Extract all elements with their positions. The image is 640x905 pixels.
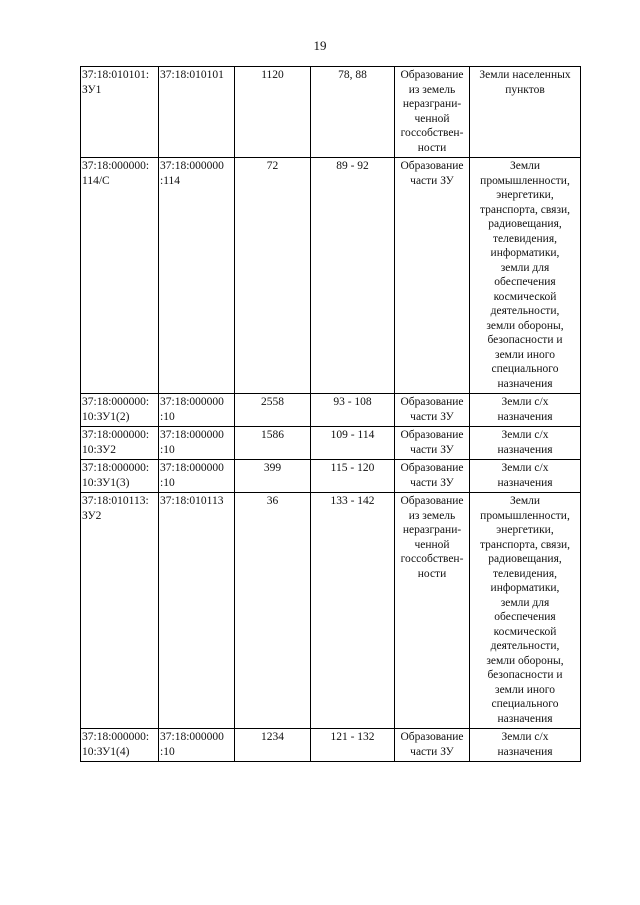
table-row [81, 394, 581, 427]
table-row [81, 729, 581, 762]
cell-formation-method: Образование из земель неразграни- ченной госсобствен- ности [395, 67, 470, 158]
cell-area: 2558 [235, 394, 311, 427]
cell-plot-id: 37:18:000000: 10:ЗУ1(3) [81, 460, 159, 493]
cell-parent-cadastral-number: 37:18:010101 [159, 67, 235, 158]
cell-parent-cadastral-number: 37:18:000000 :10 [159, 460, 235, 493]
cell-formation-method: Образование части ЗУ [395, 394, 470, 427]
cell-formation-method: Образование из земель неразграни- ченной госсобствен- ности [395, 493, 470, 729]
table-row [81, 427, 581, 460]
cell-parent-cadastral-number: 37:18:000000 :114 [159, 158, 235, 394]
cell-parent-cadastral-number: 37:18:000000 :10 [159, 394, 235, 427]
table-row [81, 158, 581, 394]
cell-point-numbers: 78, 88 [311, 67, 395, 158]
land-plot-table [80, 66, 581, 762]
cell-formation-method: Образование части ЗУ [395, 729, 470, 762]
cell-formation-method: Образование части ЗУ [395, 158, 470, 394]
cell-point-numbers: 133 - 142 [311, 493, 395, 729]
cell-plot-id: 37:18:000000: 114/С [81, 158, 159, 394]
cell-plot-id: 37:18:000000: 10:ЗУ1(2) [81, 394, 159, 427]
cell-plot-id: 37:18:010101: ЗУ1 [81, 67, 159, 158]
cell-parent-cadastral-number: 37:18:010113 [159, 493, 235, 729]
page-number: 19 [313, 38, 327, 53]
cell-area: 1234 [235, 729, 311, 762]
cell-formation-method: Образование части ЗУ [395, 460, 470, 493]
cell-formation-method: Образование части ЗУ [395, 427, 470, 460]
table-body [81, 67, 581, 762]
cell-area: 399 [235, 460, 311, 493]
cell-land-category: Земли с/х назначения [470, 729, 581, 762]
table-row [81, 460, 581, 493]
cell-parent-cadastral-number: 37:18:000000 :10 [159, 427, 235, 460]
cell-land-category: Земли промышленности, энергетики, транспорта, связи, радиовещания, телевидения, информатики, земли для обеспечения космической деятельности, земли обороны, безопасности и земли иного специального назначения [470, 493, 581, 729]
cell-point-numbers: 89 - 92 [311, 158, 395, 394]
cell-area: 1120 [235, 67, 311, 158]
table-row [81, 493, 581, 729]
cell-area: 1586 [235, 427, 311, 460]
cell-land-category: Земли с/х назначения [470, 427, 581, 460]
cell-point-numbers: 93 - 108 [311, 394, 395, 427]
cell-area: 36 [235, 493, 311, 729]
cell-land-category: Земли населенных пунктов [470, 67, 581, 158]
cell-plot-id: 37:18:000000: 10:ЗУ2 [81, 427, 159, 460]
cell-area: 72 [235, 158, 311, 394]
cell-parent-cadastral-number: 37:18:000000 :10 [159, 729, 235, 762]
cell-point-numbers: 109 - 114 [311, 427, 395, 460]
cell-land-category: Земли с/х назначения [470, 460, 581, 493]
table-row [81, 67, 581, 158]
cell-plot-id: 37:18:010113: ЗУ2 [81, 493, 159, 729]
cell-point-numbers: 121 - 132 [311, 729, 395, 762]
cell-plot-id: 37:18:000000: 10:ЗУ1(4) [81, 729, 159, 762]
cell-land-category: Земли с/х назначения [470, 394, 581, 427]
cell-land-category: Земли промышленности, энергетики, транспорта, связи, радиовещания, телевидения, информатики, земли для обеспечения космической деятельности, земли обороны, безопасности и земли иного специального назначения [470, 158, 581, 394]
cell-point-numbers: 115 - 120 [311, 460, 395, 493]
